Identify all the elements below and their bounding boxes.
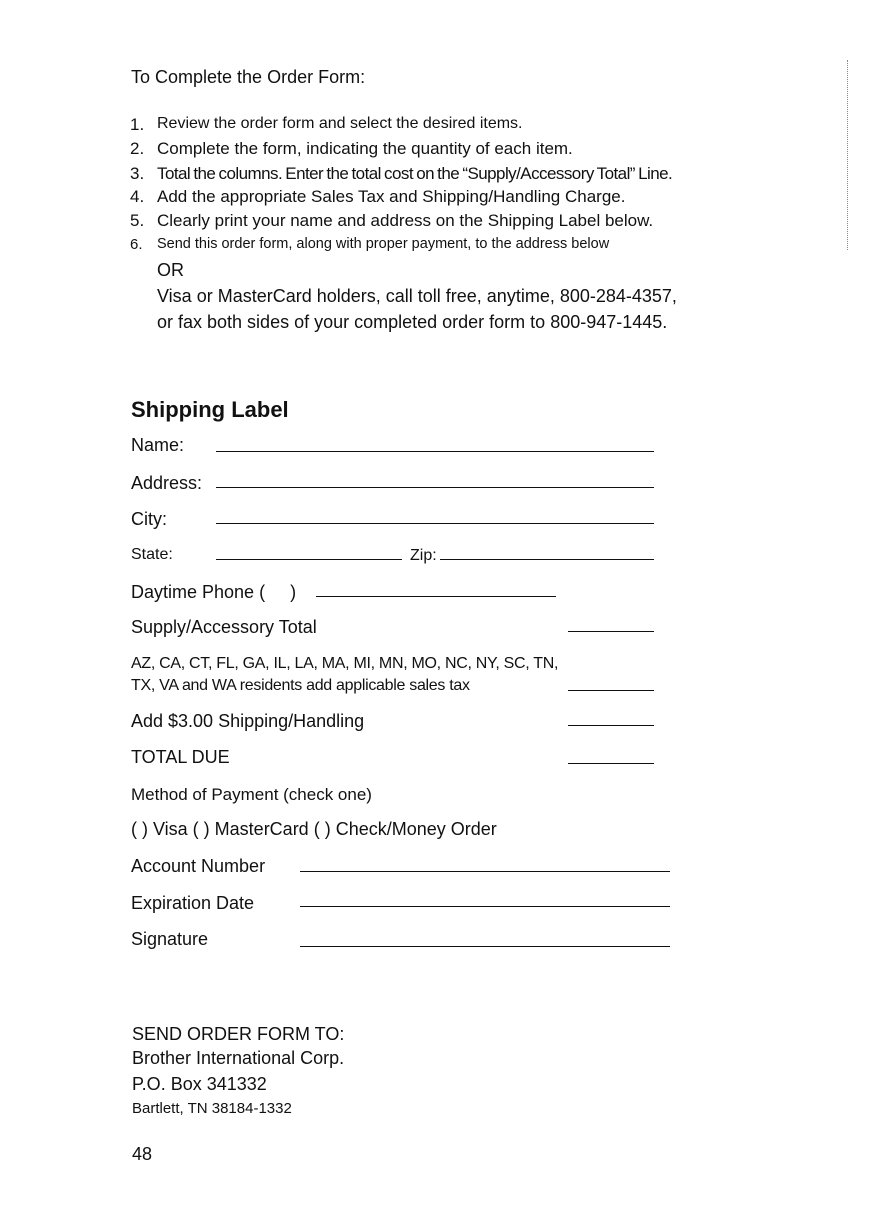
expiration-date-field[interactable] xyxy=(300,906,670,907)
account-number-label: Account Number xyxy=(131,856,266,876)
step-number: 6. xyxy=(130,236,143,253)
step-text: Send this order form, along with proper payment, to the address below xyxy=(157,236,610,252)
instruction-step xyxy=(0,115,700,137)
page-number: 48 xyxy=(132,1144,153,1164)
daytime-phone-field[interactable] xyxy=(316,596,556,597)
send-to-po-box: P.O. Box 341332 xyxy=(132,1074,267,1094)
step-number: 2. xyxy=(130,139,145,158)
step-text: Total the columns. Enter the total cost on the “Supply/Accessory Total” Line. xyxy=(157,164,673,183)
total-due-field[interactable] xyxy=(568,763,654,764)
account-number-field[interactable] xyxy=(300,871,670,872)
sales-tax-states: AZ, CA, CT, FL, GA, IL, LA, MA, MI, MN, MO, NC, NY, SC, TN, xyxy=(131,655,559,672)
fax-order-text: or fax both sides of your completed order form to 800-947-1445. xyxy=(157,312,668,332)
expiration-date-label: Expiration Date xyxy=(131,893,255,913)
step-text: Review the order form and select the desired items. xyxy=(157,115,523,132)
step-text: Add the appropriate Sales Tax and Shipping/Handling Charge. xyxy=(157,187,626,206)
signature-field[interactable] xyxy=(300,946,670,947)
step-number: 4. xyxy=(130,187,145,206)
margin-mark xyxy=(847,60,848,250)
step-number: 3. xyxy=(130,164,145,183)
name-field[interactable] xyxy=(216,451,654,452)
instruction-step xyxy=(0,187,700,209)
payment-method-label: Method of Payment (check one) xyxy=(131,785,372,804)
state-field[interactable] xyxy=(216,559,402,560)
name-label: Name: xyxy=(131,435,185,455)
daytime-phone-label: Daytime Phone ( ) xyxy=(131,582,297,602)
zip-field[interactable] xyxy=(440,559,654,560)
send-to-city: Bartlett, TN 38184-1332 xyxy=(132,1100,292,1117)
instruction-step xyxy=(0,236,700,258)
supply-total-label: Supply/Accessory Total xyxy=(131,617,317,637)
step-text: Clearly print your name and address on the Shipping Label below. xyxy=(157,211,654,230)
instruction-step xyxy=(0,164,700,186)
sales-tax-field[interactable] xyxy=(568,690,654,691)
city-field[interactable] xyxy=(216,523,654,524)
instruction-step xyxy=(0,211,700,233)
step-text: Complete the form, indicating the quantity of each item. xyxy=(157,139,573,158)
step-number: 1. xyxy=(130,115,145,134)
signature-label: Signature xyxy=(131,929,209,949)
zip-label: Zip: xyxy=(410,547,437,564)
send-to-company: Brother International Corp. xyxy=(132,1048,345,1068)
shipping-handling-label: Add $3.00 Shipping/Handling xyxy=(131,711,365,731)
address-label: Address: xyxy=(131,473,203,493)
state-label: State: xyxy=(131,546,173,563)
shipping-label-heading: Shipping Label xyxy=(131,397,289,422)
city-label: City: xyxy=(131,509,167,529)
step-number: 5. xyxy=(130,211,145,230)
sales-tax-label: TX, VA and WA residents add applicable sales tax xyxy=(131,677,470,694)
address-field[interactable] xyxy=(216,487,654,488)
supply-total-field[interactable] xyxy=(568,631,654,632)
send-to-heading: SEND ORDER FORM TO: xyxy=(132,1024,345,1044)
instruction-step xyxy=(0,139,700,161)
shipping-handling-field[interactable] xyxy=(568,725,654,726)
phone-order-text: Visa or MasterCard holders, call toll free, anytime, 800-284-4357, xyxy=(157,286,677,306)
instructions-title: To Complete the Order Form: xyxy=(131,67,366,87)
or-text: OR xyxy=(157,260,184,280)
payment-options[interactable]: ( ) Visa ( ) MasterCard ( ) Check/Money Order xyxy=(131,819,497,839)
total-due-label: TOTAL DUE xyxy=(131,747,230,767)
